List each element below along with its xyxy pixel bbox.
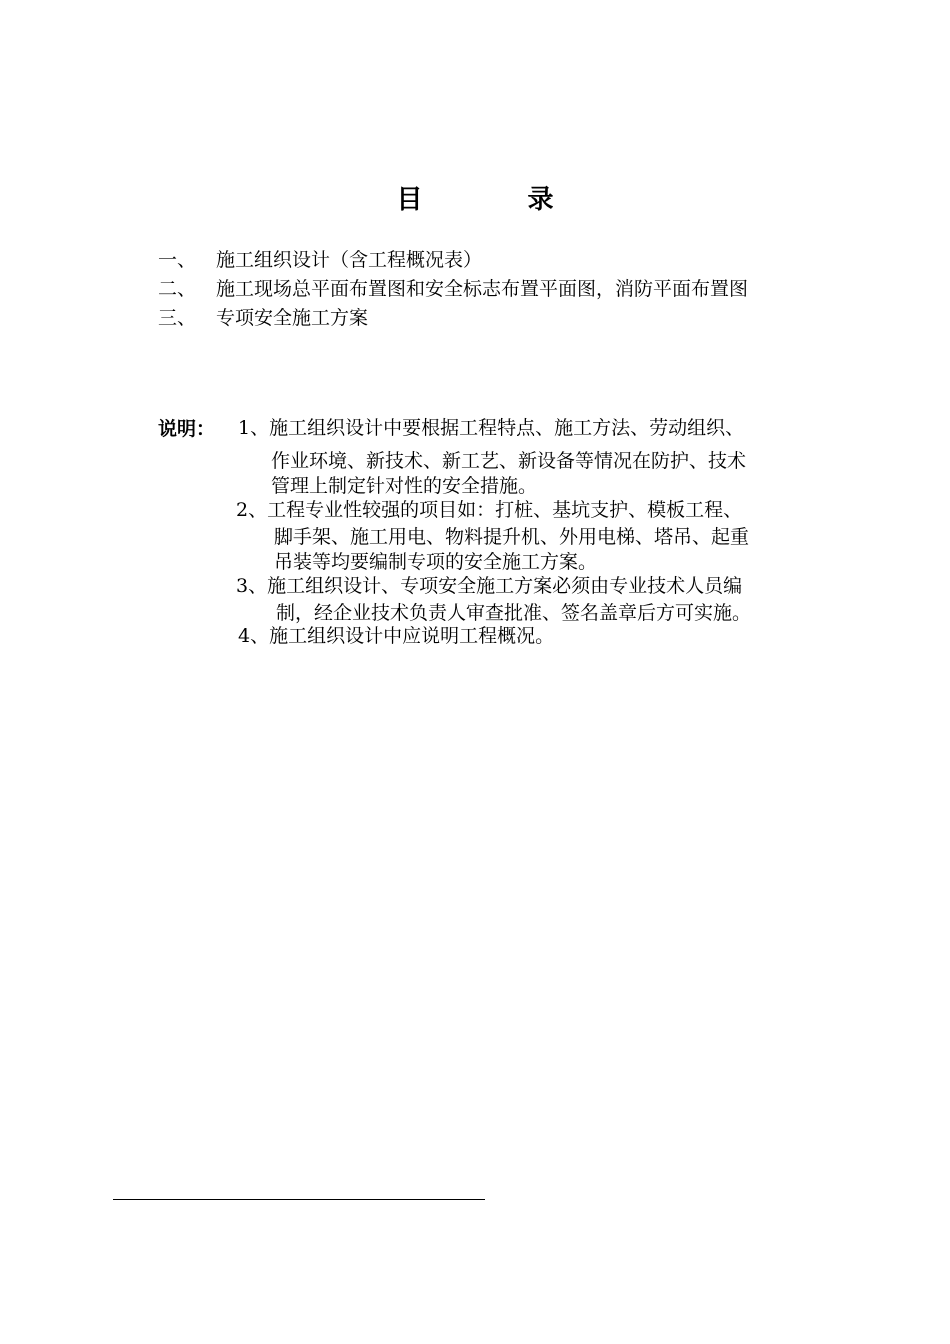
note-line: 4、施工组织设计中应说明工程概况。 <box>238 625 555 647</box>
note-line: 制，经企业技术负责人审查批准、签名盖章后方可实施。 <box>276 602 752 624</box>
note-line: 吊装等均要编制专项的安全施工方案。 <box>274 551 598 573</box>
toc-item-text: 施工现场总平面布置图和安全标志布置平面图，消防平面布置图 <box>216 278 749 300</box>
page-title: 目 录 <box>396 185 602 215</box>
toc-item-text: 专项安全施工方案 <box>216 307 369 329</box>
table-of-contents <box>158 246 878 333</box>
footnote-separator <box>113 1199 485 1200</box>
note-item <box>238 414 746 501</box>
toc-item-number: 三、 <box>158 307 197 329</box>
toc-item <box>158 275 878 304</box>
notes-label: 说明： <box>158 418 216 440</box>
toc-item-number: 一、 <box>158 249 197 271</box>
note-line: 作业环境、新技术、新工艺、新设备等情况在防护、技术 <box>271 450 747 472</box>
toc-item-text: 施工组织设计（含工程概况表） <box>216 249 483 271</box>
toc-item-number: 二、 <box>158 278 197 300</box>
note-line: 3、施工组织设计、专项安全施工方案必须由专业技术人员编 <box>236 575 743 597</box>
note-line: 2、工程专业性较强的项目如：打桩、基坑支护、模板工程、 <box>236 499 743 521</box>
toc-item <box>158 304 878 333</box>
note-item <box>236 572 751 628</box>
note-item <box>238 622 554 651</box>
note-line: 管理上制定针对性的安全措施。 <box>271 475 538 497</box>
note-line: 脚手架、施工用电、物料提升机、外用电梯、塔吊、起重 <box>274 526 750 548</box>
note-line: 1、施工组织设计中要根据工程特点、施工方法、劳动组织、 <box>238 417 745 439</box>
note-item <box>236 496 749 577</box>
toc-item <box>158 246 878 275</box>
